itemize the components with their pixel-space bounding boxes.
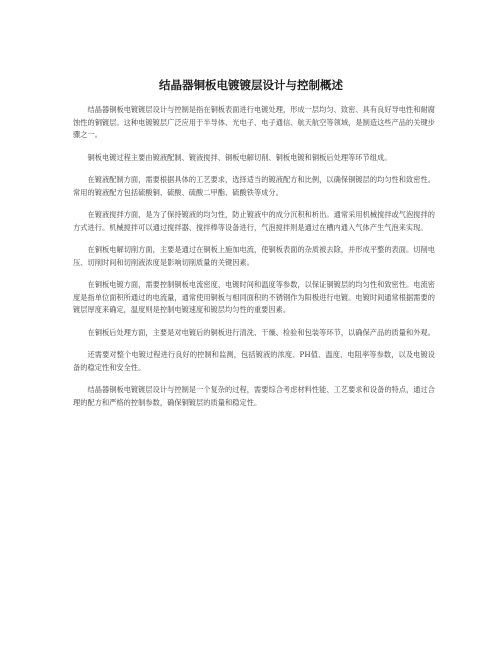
paragraph-electrolytic-cutting: 在铜板电解切削方面，主要是通过在铜板上施加电流，使铜板表面的杂质被去除，并形成平整的表面。切削电压、切削时间和切削液浓度是影响切削质量的关键因素。: [73, 245, 435, 267]
paragraph-conclusion: 结晶器铜板电镀镀层设计与控制是一个复杂的过程，需要综合考虑材料性能、工艺要求和设备的特点，通过合理的配方和严格的控制参数，确保铜镀层的质量和稳定性。: [73, 385, 435, 407]
document-body: [73, 104, 435, 419]
paragraph-process-control: 还需要对整个电镀过程进行良好的控制和监测，包括镀液的浓度、PH值、温度、电阻率等参数，以及电镀设备的稳定性和安全性。: [73, 350, 435, 372]
paragraph-bath-preparation: 在镀液配制方面，需要根据具体的工艺要求，选择适当的镀液配方和比例，以确保铜镀层的均匀性和致密性。常用的镀液配方包括硫酸铜、硫酸、硫酸二甲酯、硫酸铁等成分。: [73, 175, 435, 197]
paragraph-electroplating: 在铜板电镀方面，需要控制铜板电流密度、电镀时间和温度等参数，以保证铜镀层的均匀性和致密性。电流密度是指单位面积所通过的电流量，通常使用铜板与相同面积的不锈钢作为阳极进行电镀。电镀时间通常根据需要的镀层厚度来确定，温度则是控制电镀速度和镀层均匀性的重要因素。: [73, 280, 435, 314]
paragraph-post-treatment: 在铜板后处理方面，主要是对电镀后的铜板进行清洗、干燥、检验和包装等环节，以确保产品的质量和外观。: [87, 327, 435, 337]
paragraph-process-overview: 铜板电镀过程主要由镀液配制、镀液搅拌、铜板电解切削、铜板电镀和铜板后处理等环节组成。: [87, 152, 392, 162]
document-title: 结晶器铜板电镀镀层设计与控制概述: [159, 78, 343, 92]
paragraph-intro: 结晶器铜板电镀镀层设计与控制是指在铜板表面进行电镀处理，形成一层均匀、致密、具有良好导电性和耐腐蚀性的铜镀层。这种电镀镀层广泛应用于半导体、光电子、电子通信、航天航空等领域，是制造这些产品的关键步骤之一。: [73, 105, 435, 139]
paragraph-bath-agitation: 在镀液搅拌方面，是为了保持镀液的均匀性，防止镀液中的成分沉积和析出。通常采用机械搅拌或气泡搅拌的方式进行。机械搅拌可以通过搅拌器、搅拌棒等设备进行，气泡搅拌则是通过在槽内通入气体产生气泡来实现。: [73, 210, 435, 232]
